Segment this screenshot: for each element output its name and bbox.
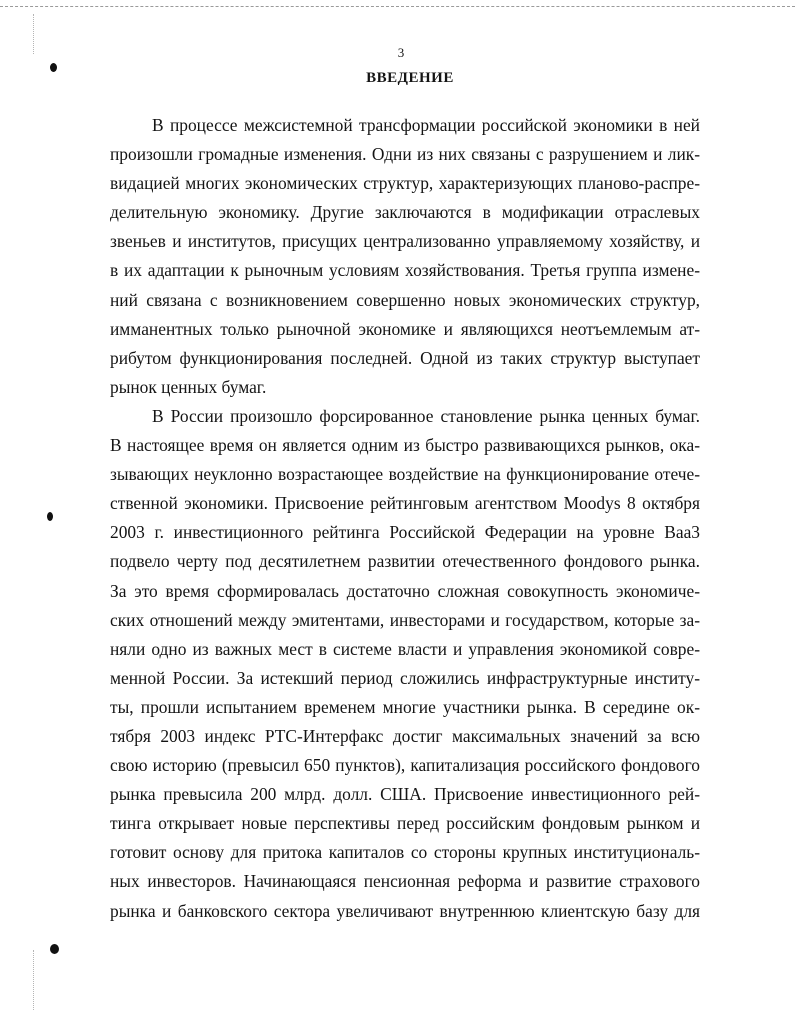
- text-line: готовит основу для притока капиталов со стороны крупных институциональ-: [110, 842, 700, 863]
- text-line: ских отношений между эмитентами, инвесторами и государством, которые за-: [110, 609, 700, 630]
- text-line: В процессе межсистемной трансформации российской экономики в ней: [152, 115, 700, 135]
- text-line: тинга открывает новые перспективы перед российским фондовым рынком и: [110, 813, 700, 834]
- scan-edge-mark: [33, 14, 34, 54]
- body-text: [110, 111, 700, 926]
- text-line: ных инвесторов. Начинающаяся пенсионная реформа и развитие страхового: [110, 871, 700, 892]
- text-line: ты, прошли испытанием временем многие участники рынка. В середине ок-: [110, 696, 700, 717]
- text-line: звеньев и институтов, присущих централизованно управляемому хозяйству, и: [110, 231, 700, 252]
- text-line: менной России. За истекший период сложились инфраструктурные институ-: [110, 667, 700, 688]
- text-line: тября 2003 индекс РТС-Интерфакс достиг максимальных значений за всю: [110, 725, 700, 746]
- text-line: За это время сформировалась достаточно сложная совокупность экономиче-: [110, 580, 700, 601]
- scan-punch-dot: [47, 512, 53, 521]
- text-line: произошли громадные изменения. Одни из них связаны с разрушением и лик-: [110, 144, 700, 165]
- text-line: В настоящее время он является одним из быстро развивающихся рынков, ока-: [110, 435, 700, 456]
- text-line: ний связана с возникновением совершенно новых экономических структур,: [110, 289, 700, 310]
- scan-top-edge: [0, 6, 795, 7]
- scan-punch-dot: [50, 944, 59, 954]
- text-line: в их адаптации к рыночным условиям хозяйствования. Третья группа измене-: [110, 260, 700, 281]
- text-line: рынок ценных бумаг.: [110, 376, 267, 397]
- text-line: видацией многих экономических структур, характеризующих планово-распре-: [110, 173, 700, 194]
- page-title: ВВЕДЕНИЕ: [366, 70, 454, 86]
- text-line: рынка превысила 200 млрд. долл. США. Присвоение инвестиционного рей-: [110, 784, 700, 805]
- text-line: рибутом функционирования последней. Одной из таких структур выступает: [110, 347, 700, 368]
- text-line: свою историю (превысил 650 пунктов), капитализация российского фондового: [110, 755, 700, 776]
- text-line: 2003 г. инвестиционного рейтинга Российской Федерации на уровне Baa3: [110, 522, 700, 543]
- text-line: подвело черту под десятилетнем развитии отечественного фондового рынка.: [110, 551, 700, 572]
- text-line: зывающих неуклонно возрастающее воздействие на функционирование отече-: [110, 464, 700, 485]
- text-line: делительную экономику. Другие заключаются в модификации отраслевых: [110, 202, 700, 223]
- page-number: 3: [397, 45, 405, 60]
- scan-punch-dot: [50, 63, 57, 72]
- text-line: няли одно из важных мест в системе власти и управления экономикой совре-: [110, 638, 700, 659]
- text-line: имманентных только рыночной экономике и являющихся неотъемлемым ат-: [110, 318, 700, 339]
- text-line: ственной экономики. Присвоение рейтинговым агентством Moodys 8 октября: [110, 493, 700, 514]
- scan-edge-mark: [33, 950, 34, 1010]
- text-line: В России произошло форсированное становление рынка ценных бумаг.: [152, 405, 700, 426]
- text-line: рынка и банковского сектора увеличивают внутреннюю клиентскую базу для: [110, 900, 700, 921]
